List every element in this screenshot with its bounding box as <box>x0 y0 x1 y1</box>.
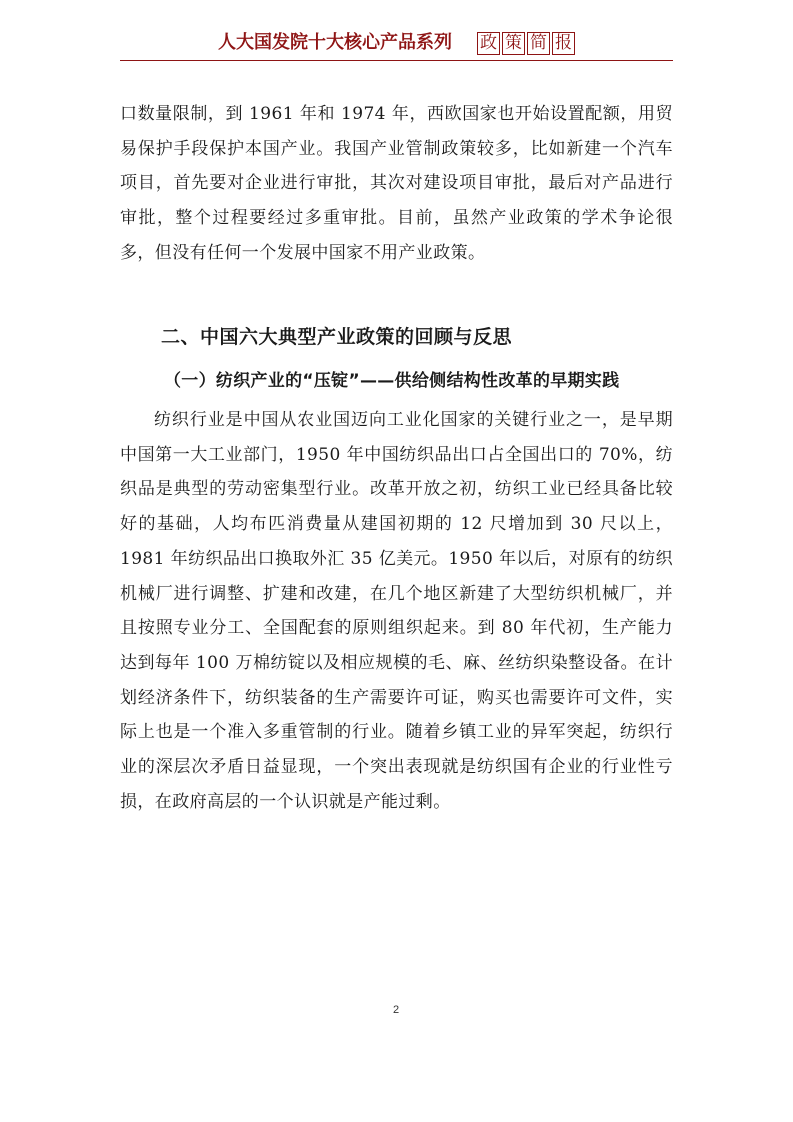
body-paragraph: 纺织行业是中国从农业国迈向工业化国家的关键行业之一，是早期中国第一大工业部门，1950 年中国纺织品出口占全国出口的 70%，纺织品是典型的劳动密集型行业。改革开放之初，纺织工业已经具备比较好的基础，人均布匹消费量从建国初期的 12 尺增加到 30 尺以上，1981 年纺织品出口换取外汇 35 亿美元。1950 年以后，对原有的纺织机械厂进行调整、扩建和改建，在几个地区新建了大型纺织机械厂，并且按照专业分工、全国配套的原则组织起来。到 80 年代初，生产能力达到每年 100 万棉纺锭以及相应规模的毛、麻、丝纺织染整设备。在计划经济条件下，纺织装备的生产需要许可证，购买也需要许可文件，实际上也是一个准入多重管制的行业。随着乡镇工业的异军突起，纺织行业的深层次矛盾日益显现，一个突出表现就是纺织国有企业的行业性亏损，在政府高层的一个认识就是产能过剩。 <box>120 410 673 812</box>
seal-char: 报 <box>552 32 575 55</box>
header-title: 人大国发院十大核心产品系列 <box>217 32 452 53</box>
seal-char: 简 <box>527 32 550 55</box>
subsection-heading: （一）纺织产业的“压锭”——供给侧结构性改革的早期实践 <box>164 371 620 391</box>
policy-brief-seal <box>475 32 575 55</box>
seal-char: 政 <box>477 32 500 55</box>
page-header <box>120 30 673 60</box>
body-paragraph: 口数量限制，到 1961 年和 1974 年，西欧国家也开始设置配额，用贸易保护手段保护本国产业。我国产业管制政策较多，比如新建一个汽车项目，首先要对企业进行审批，其次对建设项目审批，最后对产品进行审批，整个过程要经过多重审批。目前，虽然产业政策的学术争论很多，但没有任何一个发展中国家不用产业政策。 <box>120 104 673 263</box>
header-divider <box>120 60 673 61</box>
seal-char: 策 <box>502 32 525 55</box>
page-number: 2 <box>392 1004 400 1016</box>
section-heading: 二、中国六大典型产业政策的回顾与反思 <box>161 326 513 348</box>
